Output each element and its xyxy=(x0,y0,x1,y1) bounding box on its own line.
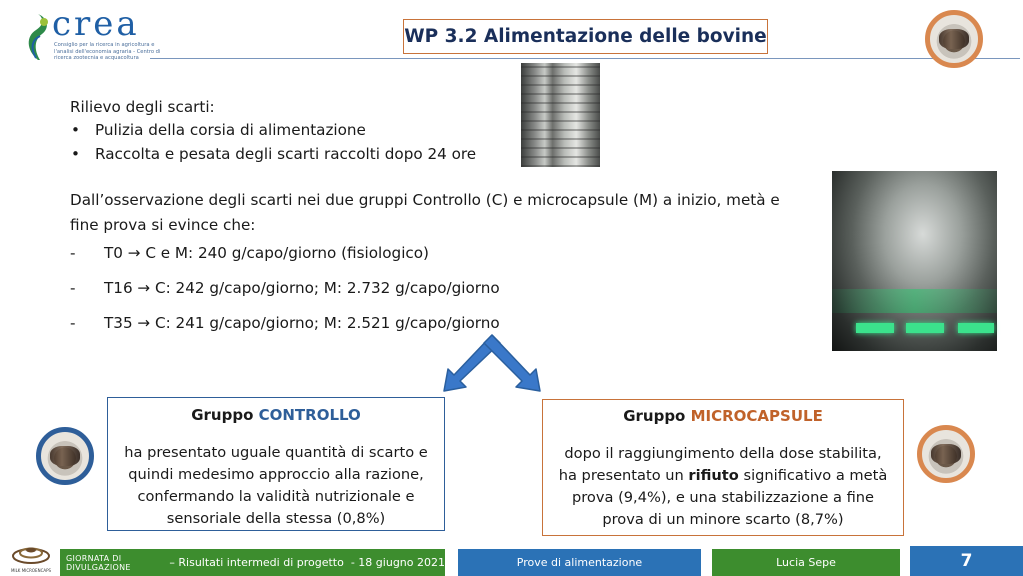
crea-tagline: Consiglio per la ricerca in agricoltura e l'analisi dell'economia agraria - Centro di ricerca zootecnia e acquacoltura xyxy=(54,42,161,61)
milk-drop-icon xyxy=(10,538,52,564)
result-row-t35 xyxy=(70,314,500,332)
result-text: T35 → C: 241 g/capo/giorno; M: 2.521 g/capo/giorno xyxy=(104,314,500,332)
microcapsule-keyword: MICROCAPSULE xyxy=(690,407,823,425)
group-label: Gruppo xyxy=(623,407,686,425)
footer-event-text: – Risultati intermedi di progetto - 18 giugno 2021 xyxy=(165,556,445,569)
slide-title: WP 3.2 Alimentazione delle bovine xyxy=(404,26,767,47)
slide-title-box xyxy=(403,19,768,54)
split-arrows-icon xyxy=(440,333,545,393)
microcapsule-description xyxy=(543,443,903,531)
footer-event-prefix: GIORNATA DI DIVULGAZIONE xyxy=(66,553,131,572)
rilievo-heading: Rilievo degli scarti: xyxy=(70,98,215,116)
list-item: • Pulizia della corsia di alimentazione xyxy=(70,119,476,143)
footer-event xyxy=(60,549,445,576)
crea-wordmark: crea xyxy=(52,4,140,44)
footer-logo-caption: MILK MICROENCAPS xyxy=(10,568,52,573)
controllo-group-box xyxy=(107,397,445,531)
microcapsule-body-start: dopo il raggiungimento della dose stabilita, ha presentato un xyxy=(558,445,882,484)
observation-paragraph: Dall’osservazione degli scarti nei due gruppi Controllo (C) e microcapsule (M) a inizio, metà e fine prova si evince che: xyxy=(70,191,780,234)
crea-logo xyxy=(22,4,162,68)
scale-display xyxy=(856,323,894,333)
milk-microencaps-logo xyxy=(10,538,52,572)
cows-icon xyxy=(931,444,961,464)
scale-display xyxy=(958,323,994,333)
project-emblem-left xyxy=(36,427,94,485)
crea-leaf-icon xyxy=(22,12,52,62)
result-text: T0 → C e M: 240 g/capo/giorno (fisiologico) xyxy=(104,244,429,262)
group-label: Gruppo xyxy=(191,406,254,424)
footer-topic: Prove di alimentazione xyxy=(458,549,701,576)
microcapsule-body-bold: rifiuto xyxy=(688,467,739,484)
project-emblem-right xyxy=(917,425,975,483)
microcapsule-group-box xyxy=(542,399,904,536)
controllo-description: ha presentato uguale quantità di scarto e quindi medesimo approccio alla razione, confermando la validità nutrizionale e sensoriale della stessa (0,8%) xyxy=(124,444,428,527)
dash-marker: - xyxy=(70,314,76,332)
result-text: T16 → C: 242 g/capo/giorno; M: 2.732 g/capo/giorno xyxy=(104,279,500,297)
cows-icon xyxy=(939,29,969,49)
footer-speaker: Lucia Sepe xyxy=(712,549,900,576)
page-number: 7 xyxy=(910,546,1023,576)
scale-glow xyxy=(832,289,997,313)
microcapsule-heading xyxy=(543,405,903,427)
project-emblem-top-right xyxy=(925,10,983,68)
feeding-alley-photo xyxy=(521,63,600,167)
cows-icon xyxy=(50,446,80,466)
result-row-t16 xyxy=(70,279,500,297)
controllo-heading xyxy=(108,404,444,426)
dash-marker: - xyxy=(70,244,76,262)
photo-texture xyxy=(521,63,600,167)
weighing-scale-photo xyxy=(832,171,997,351)
result-row-t0 xyxy=(70,244,429,262)
rilievo-bullet-list xyxy=(70,119,476,167)
scale-display xyxy=(906,323,944,333)
header-divider xyxy=(150,58,1020,59)
controllo-keyword: CONTROLLO xyxy=(258,406,361,424)
list-item: • Raccolta e pesata degli scarti raccolti dopo 24 ore xyxy=(70,143,476,167)
microcapsule-body-end: significativo a metà prova (9,4%), e una stabilizzazione a fine prova di un minore scarto (8,7%) xyxy=(571,467,888,528)
dash-marker: - xyxy=(70,279,76,297)
